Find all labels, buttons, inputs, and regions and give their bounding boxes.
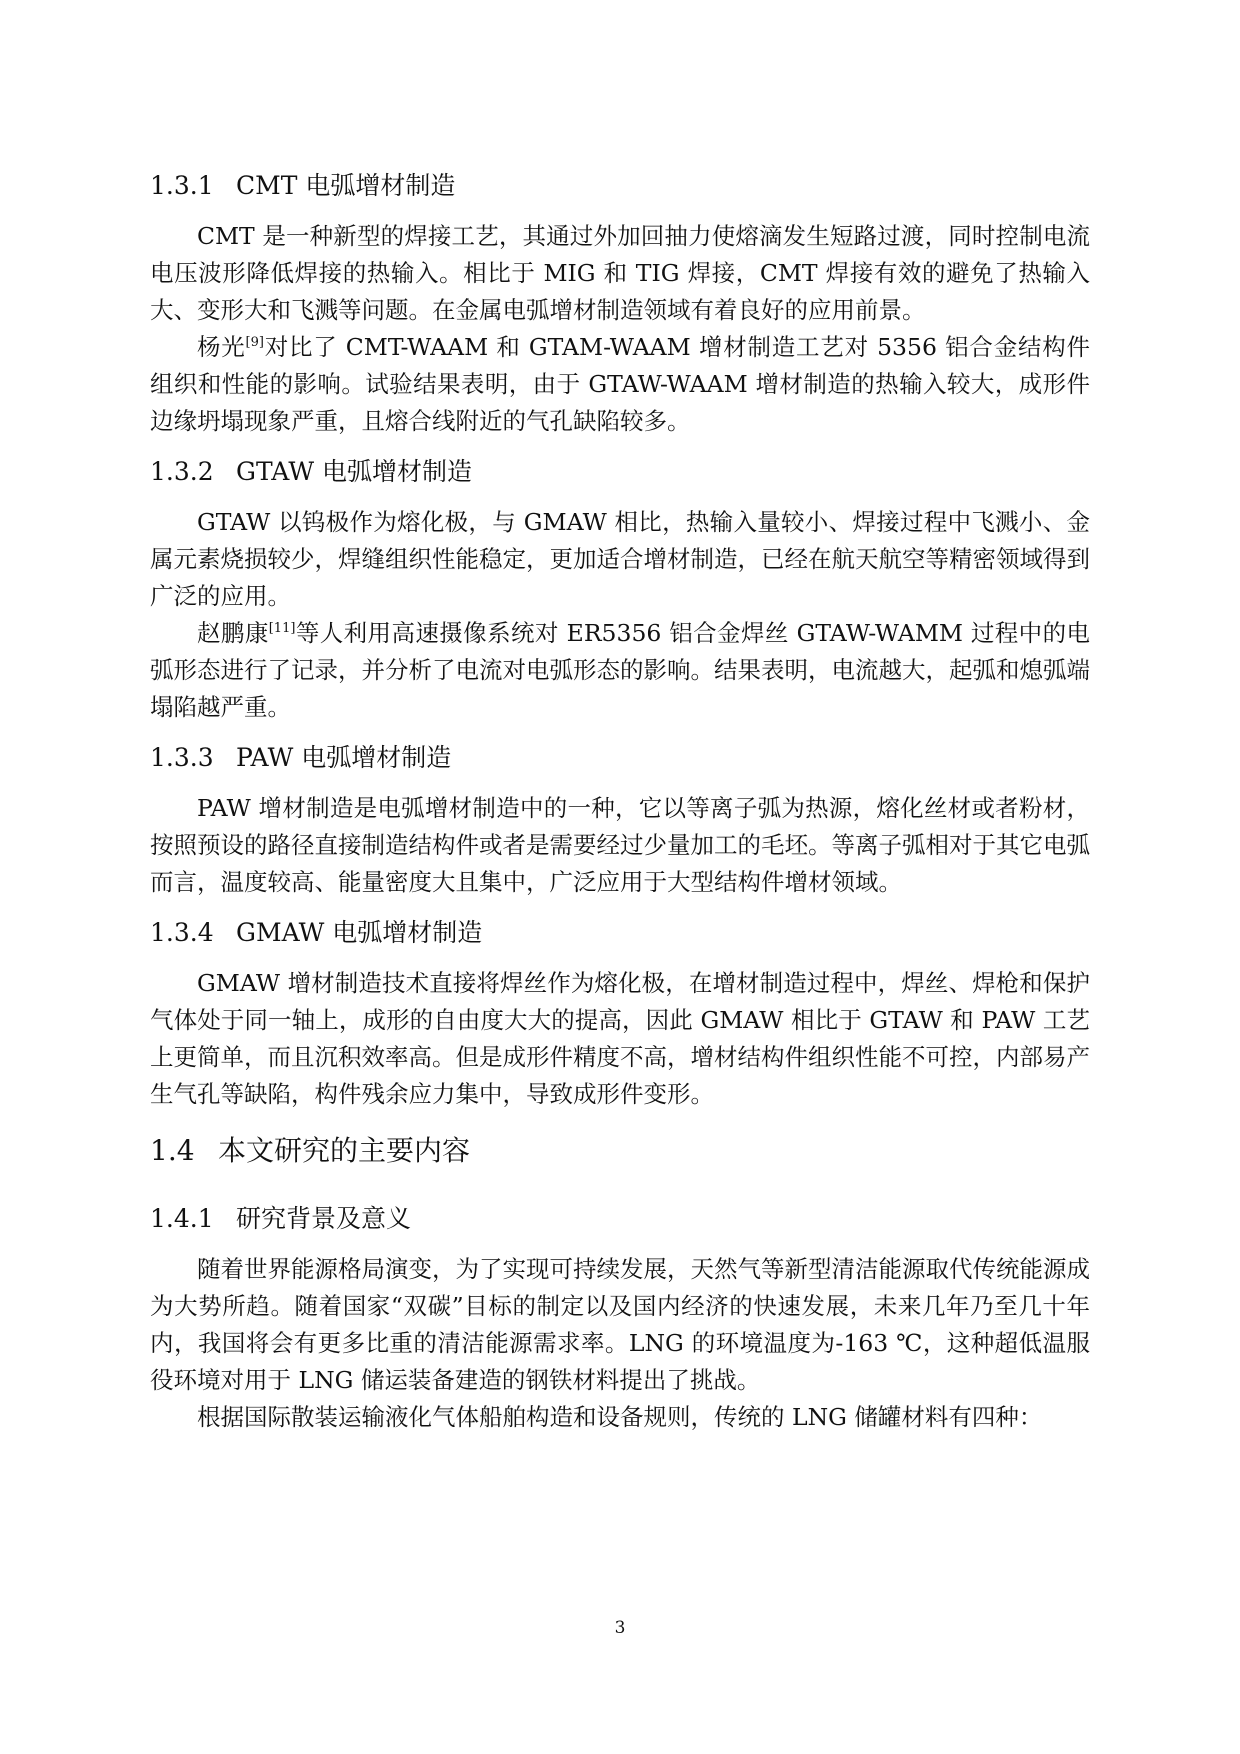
page-number: 3	[614, 1618, 626, 1638]
paragraph: GTAW 以钨极作为熔化极，与 GMAW 相比，热输入量较小、焊接过程中飞溅小、金属元素烧损较少，焊缝组织性能稳定，更加适合增材制造，已经在航天航空等精密领域得到广泛的应用。	[150, 508, 1090, 610]
paragraph: CMT 是一种新型的焊接工艺，其通过外加回抽力使熔滴发生短路过渡，同时控制电流电压波形降低焊接的热输入。相比于 MIG 和 TIG 焊接，CMT 焊接有效的避免了热输入大、变形大和飞溅等问题。在金属电弧增材制造领域有着良好的应用前景。	[150, 222, 1090, 324]
section-heading-1-3-2: 1.3.2 GTAW 电弧增材制造	[150, 457, 472, 486]
citation-ref: [9]	[245, 335, 264, 351]
paragraph: 赵鹏康[11]等人利用高速摄像系统对 ER5356 铝合金焊丝 GTAW-WAMM 过程中的电弧形态进行了记录，并分析了电流对电弧形态的影响。结果表明，电流越大，起弧和熄弧端塌陷越严重。	[150, 619, 1090, 721]
section-heading-1-3-1: 1.3.1 CMT 电弧增材制造	[150, 171, 456, 200]
paragraph: 随着世界能源格局演变，为了实现可持续发展，天然气等新型清洁能源取代传统能源成为大势所趋。随着国家“双碳”目标的制定以及国内经济的快速发展，未来几年乃至几十年内，我国将会有更多比重的清洁能源需求率。LNG 的环境温度为-163 ℃，这种超低温服役环境对用于 LNG 储运装备建造的钢铁材料提出了挑战。	[150, 1255, 1090, 1394]
section-heading-1-3-3: 1.3.3 PAW 电弧增材制造	[150, 743, 452, 772]
citation-ref: [11]	[268, 621, 296, 637]
paragraph: GMAW 增材制造技术直接将焊丝作为熔化极，在增材制造过程中，焊丝、焊枪和保护气体处于同一轴上，成形的自由度大大的提高，因此 GMAW 相比于 GTAW 和 PAW 工艺上更简单，而且沉积效率高。但是成形件精度不高，增材结构件组织性能不可控，内部易产生气孔等缺陷，构件残余应力集中，导致成形件变形。	[150, 969, 1090, 1108]
paragraph: 杨光[9]对比了 CMT-WAAM 和 GTAM-WAAM 增材制造工艺对 5356 铝合金结构件组织和性能的影响。试验结果表明，由于 GTAW-WAAM 增材制造的热输入较大，成形件边缘坍塌现象严重，且熔合线附近的气孔缺陷较多。	[150, 333, 1091, 435]
section-heading-1-4: 1.4 本文研究的主要内容	[150, 1134, 471, 1167]
section-heading-1-3-4: 1.3.4 GMAW 电弧增材制造	[150, 918, 483, 947]
paragraph: 根据国际散装运输液化气体船舶构造和设备规则，传统的 LNG 储罐材料有四种：	[197, 1403, 1043, 1431]
paragraph: PAW 增材制造是电弧增材制造中的一种，它以等离子弧为热源，熔化丝材或者粉材，按照预设的路径直接制造结构件或者是需要经过少量加工的毛坯。等离子弧相对于其它电弧而言，温度较高、能量密度大且集中，广泛应用于大型结构件增材领域。	[150, 794, 1090, 896]
document-body	[150, 168, 1090, 1436]
section-heading-1-4-1: 1.4.1 研究背景及意义	[150, 1204, 412, 1233]
